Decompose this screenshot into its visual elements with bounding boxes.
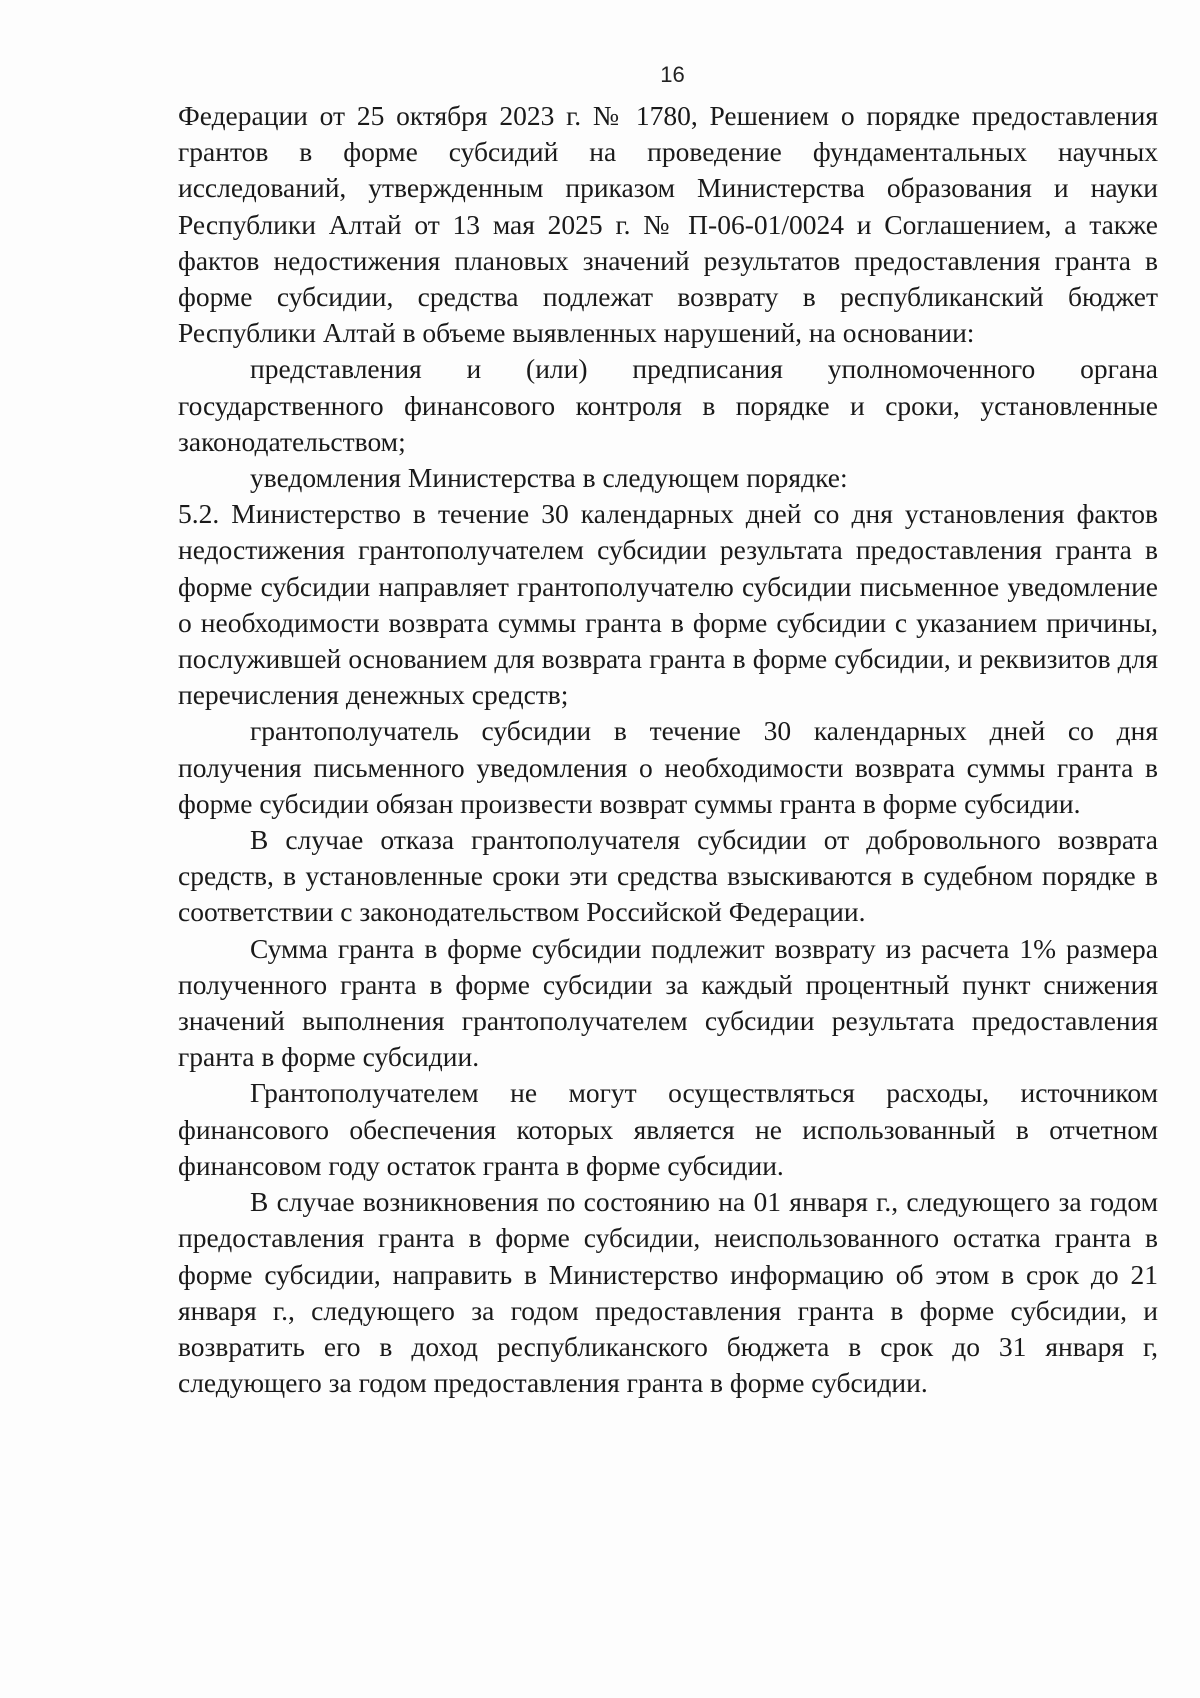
paragraph: уведомления Министерства в следующем порядке: [250,462,848,494]
document-body [178,98,1158,1401]
paragraph: грантополучатель субсидии в течение 30 календарных дней со дня получения письменного уведомления о необходимости возврата суммы гранта в форме субсидии обязан произвести возврат суммы гранта в форме субсидии. [178,715,1158,819]
paragraph: Сумма гранта в форме субсидии подлежит возврату из расчета 1% размера полученного гранта в форме субсидии за каждый процентный пункт снижения значений выполнения грантополучателем субсидии результата предоставления гранта в форме субсидии. [178,932,1158,1073]
paragraph: В случае возникновения по состоянию на 01 января г., следующего за годом предоставления гранта в форме субсидии, неиспользованного остатка гранта в форме субсидии, направить в Министерство информацию об этом в срок до 21 января г., следующего за годом предоставления гранта в форме субсидии, и возвратить его в доход республиканского бюджета в срок до 31 января г, следующего за годом предоставления гранта в форме субсидии. [178,1186,1158,1399]
page-number: 16 [660,62,685,87]
paragraph: 5.2. Министерство в течение 30 календарных дней со дня установления фактов недостижения грантополучателем субсидии результата предоставления гранта в форме субсидии направляет грантополучателю субсидии письменное уведомление о необходимости возврата суммы гранта в форме субсидии с указанием причины, послужившей основанием для возврата гранта в форме субсидии, и реквизитов для перечисления денежных средств; [178,498,1158,711]
paragraph: В случае отказа грантополучателя субсидии от добровольного возврата средств, в установленные сроки эти средства взыскиваются в судебном порядке в соответствии с законодательством Российской Федерации. [178,824,1158,928]
paragraph: Федерации от 25 октября 2023 г. № 1780, Решением о порядке предоставления грантов в форме субсидий на проведение фундаментальных научных исследований, утвержденным приказом Министерства образования и науки Республики Алтай от 13 мая 2025 г. № П-06-01/0024 и Соглашением, а также фактов недостижения плановых значений результатов предоставления гранта в форме субсидии, средства подлежат возврату в республиканский бюджет Республики Алтай в объеме выявленных нарушений, на основании: [178,100,1158,349]
paragraph: Грантополучателем не могут осуществляться расходы, источником финансового обеспечения которых является не использованный в отчетном финансовом году остаток гранта в форме субсидии. [178,1077,1158,1181]
paragraph: представления и (или) предписания уполномоченного органа государственного финансового контроля в порядке и сроки, установленные законодательством; [178,353,1158,457]
